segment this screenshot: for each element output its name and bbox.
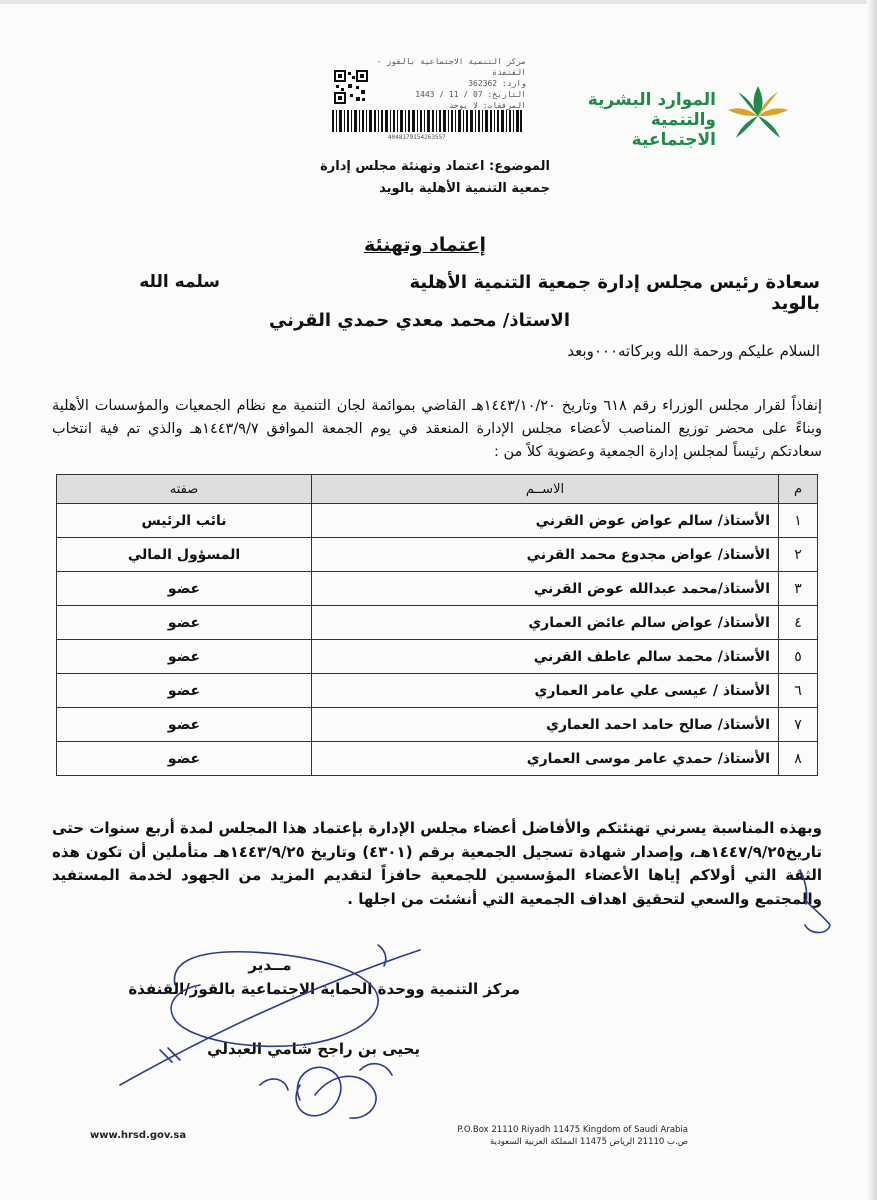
barcode-icon [332,110,522,132]
row-number: ٤ [779,606,818,640]
member-role: عضو [57,606,312,640]
member-name: الأستاذ/ عواض مجدوع محمد القرني [312,538,779,572]
member-name: الأستاذ/ حمدي عامر موسى العماري [312,742,779,776]
page-edge-right [867,0,877,1200]
member-role: عضو [57,708,312,742]
logo-line-2: والتنمية الاجتماعية [631,110,716,150]
page-edge-top [0,0,877,4]
header-name: الاســم [312,475,779,504]
stamp-text [376,56,526,111]
qr-code-icon [334,70,368,104]
logo-line-1: الموارد البشرية [587,90,716,110]
palm-star-logo-icon [718,82,798,152]
table-row [57,606,818,640]
ministry-logo [578,82,798,152]
addressee-salutation: سلمه الله [139,272,220,292]
stamp-line-4: المرفقات: لا يوجد [448,101,526,110]
row-number: ٨ [779,742,818,776]
member-role: عضو [57,572,312,606]
member-role: عضو [57,640,312,674]
table-row [57,572,818,606]
row-number: ١ [779,504,818,538]
stamp-line-2: وارد: 362362 [468,79,526,88]
subject-line-1: الموضوع: اعتماد وتهنئة مجلس إدارة [320,159,550,174]
member-name: الأستاذ/ محمد سالم عاطف القرني [312,640,779,674]
member-name: الأستاذ/ صالح حامد احمد العماري [312,708,779,742]
stamp-line-3: التاريخ: 07 / 11 / 1443 [415,90,526,99]
row-number: ٧ [779,708,818,742]
subject-block [310,156,550,200]
header-num: م [779,475,818,504]
footer-address [420,1124,688,1148]
member-role: المسؤول المالي [57,538,312,572]
signatory-name: يحيى بن راجح شامي العبدلي [207,1040,420,1058]
subject-line-2: جمعية التنمية الأهلية بالويد [379,181,550,196]
row-number: ٢ [779,538,818,572]
stamp-line-1: مركز التنمية الاجتماعية بالقوز - القنفذة [376,57,526,77]
member-role: عضو [57,674,312,708]
intro-paragraph: إنفاذاً لقرار مجلس الوزراء رقم ٦١٨ وتاريخ ١٤٤٣/١٠/٢٠هـ القاضي بموائمة لجان التنمية مع نظام الجمعيات والمؤسسات الأهلية وبناءً على محضر توزيع المناصب لأعضاء مجلس الإدارة المنعقد في يوم الجمعة الموافق ١٤٤٣/٩/٧هـ والذي تم فية انتخاب سعادتكم رئيساً لمجلس إدارة الجمعية وعضوية كلاً من : [52,398,823,460]
row-number: ٥ [779,640,818,674]
signatory-title: مــدير [248,956,292,974]
header-role: صفته [57,475,312,504]
greeting: السلام عليكم ورحمة الله وبركاته٠٠٠وبعد [567,342,820,360]
footer-address-en: P.O.Box 21110 Riyadh 11475 Kingdom of Saudi Arabia [457,1125,688,1135]
member-role: نائب الرئيس [57,504,312,538]
addressee-name: الاستاذ/ محمد معدي حمدي القرني [268,310,570,331]
member-name: الأستاذ/محمد عبدالله عوض القرني [312,572,779,606]
member-name: الأستاذ / عيسى علي عامر العماري [312,674,779,708]
incoming-stamp [328,56,528,144]
table-row [57,504,818,538]
member-name: الأستاذ/ سالم عواض عوض القرني [312,504,779,538]
table-row [57,708,818,742]
letter-heading: إعتماد وتهنئة [363,234,486,256]
table-row [57,742,818,776]
table-row [57,538,818,572]
barcode-number: 4048179154263557 [388,134,446,141]
row-number: ٣ [779,572,818,606]
member-name: الأستاذ/ عواض سالم عائض العماري [312,606,779,640]
table-header-row [57,475,818,504]
footer-website: www.hrsd.gov.sa [90,1130,187,1141]
closing-paragraph: وبهذه المناسبة يسرني تهنئتكم والأفاضل أعضاء مجلس الإدارة بإعتماد هذا المجلس لمدة أربع سنوات حتى تاريخ١٤٤٧/٩/٢٥هـ، وإصدار شهادة تسجيل الجمعية برقم (٤٣٠١) وتاريخ ١٤٤٣/٩/٢٥هـ متأملين أن تكون هذه الثقة التي أولاكم إياها الأعضاء المؤسسين للجمعية حافزاً لتقديم المزيد من الجهود لخدمة المستفيد والمجتمع والسعي لتحقيق اهداف الجمعية التي أنشئت من اجلها . [52,819,823,908]
row-number: ٦ [779,674,818,708]
member-role: عضو [57,742,312,776]
addressee-title: سعادة رئيس مجلس إدارة جمعية التنمية الأهلية بالويد [409,272,820,314]
signatory-center: مركز التنمية ووحدة الحماية الاجتماعية بالقوز/القنفذة [128,980,520,998]
table-row [57,640,818,674]
logo-text [578,90,716,150]
table-row [57,674,818,708]
footer-address-ar: ص.ب 21110 الرياض 11475 المملكة العربية السعودية [490,1137,688,1147]
members-table [56,474,818,776]
